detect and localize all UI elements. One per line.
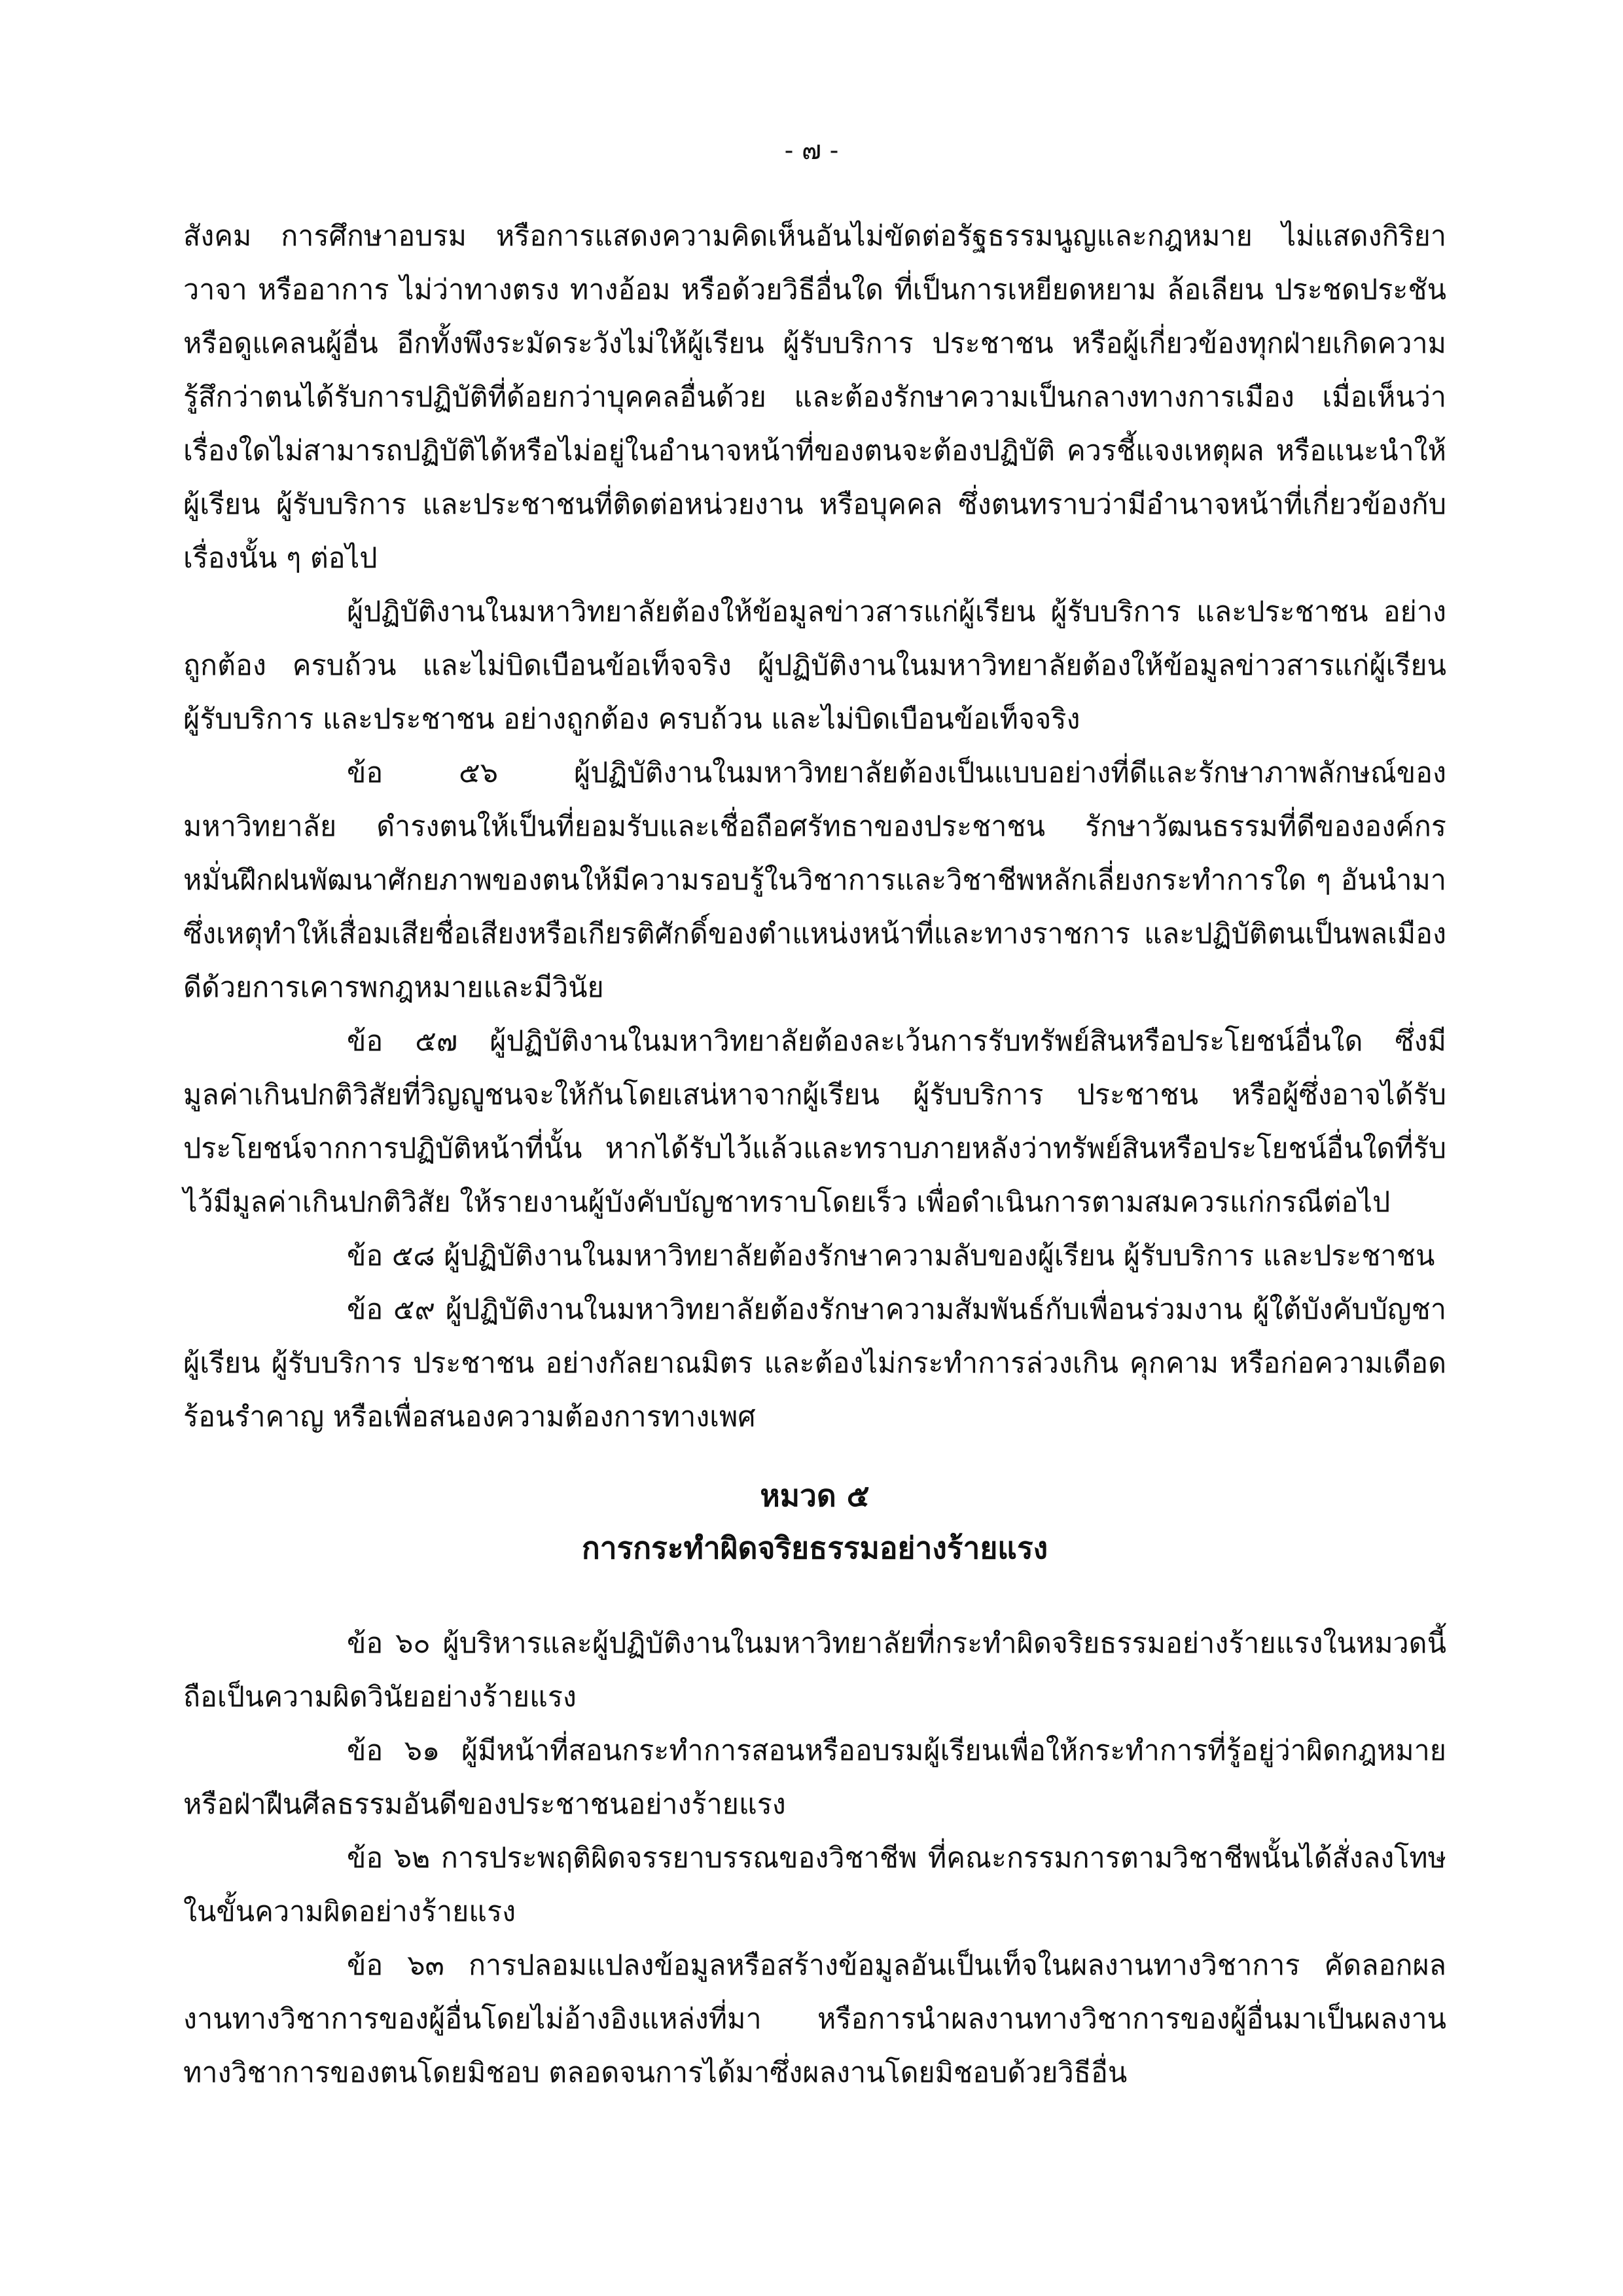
- body-section-lower: [183, 1617, 1446, 2100]
- clause-57: ข้อ ๕๗ ผู้ปฏิบัติงานในมหาวิทยาลัยต้องละเว้นการรับทรัพย์สินหรือประโยชน์อื่นใด ซึ่งมีมูลค่าเกินปกติวิสัยที่วิญญูชนจะให้กันโดยเสน่หาจากผู้เรียน ผู้รับบริการ ประชาชน หรือผู้ซึ่งอาจได้รับประโยชน์จากการปฏิบัติหน้าที่นั้น หากได้รับไว้แล้วและทราบภายหลังว่าทรัพย์สินหรือประโยชน์อื่นใดที่รับไว้มีมูลค่าเกินปกติวิสัย ให้รายงานผู้บังคับบัญชาทราบโดยเร็ว เพื่อดำเนินการตามสมควรแก่กรณีต่อไป: [183, 1025, 1446, 1219]
- information-paragraph: ผู้ปฏิบัติงานในมหาวิทยาลัยต้องให้ข้อมูลข่าวสารแก่ผู้เรียน ผู้รับบริการ และประชาชน อย่างถูกต้อง ครบถ้วน และไม่บิดเบือนข้อเท็จจริง ผู้ปฏิบัติงานในมหาวิทยาลัยต้องให้ข้อมูลข่าวสารแก่ผู้เรียน ผู้รับบริการ และประชาชน อย่างถูกต้อง ครบถ้วน และไม่บิดเบือนข้อเท็จจริง: [183, 596, 1446, 736]
- body-section-upper: [183, 209, 1446, 1444]
- page-number: - ๗ -: [784, 135, 839, 166]
- clause-59: ข้อ ๕๙ ผู้ปฏิบัติงานในมหาวิทยาลัยต้องรักษาความสัมพันธ์กับเพื่อนร่วมงาน ผู้ใต้บังคับบัญชา ผู้เรียน ผู้รับบริการ ประชาชน อย่างกัลยาณมิตร และต้องไม่กระทำการล่วงเกิน คุกคาม หรือก่อความเดือดร้อนรำคาญ หรือเพื่อสนองความต้องการทางเพศ: [183, 1293, 1446, 1433]
- chapter-title: การกระทำผิดจริยธรรมอย่างร้ายแรง: [581, 1530, 1048, 1566]
- continuation-paragraph: สังคม การศึกษาอบรม หรือการแสดงความคิดเห็นอันไม่ขัดต่อรัฐธรรมนูญและกฎหมาย ไม่แสดงกิริยา วาจา หรืออาการ ไม่ว่าทางตรง ทางอ้อม หรือด้วยวิธีอื่นใด ที่เป็นการเหยียดหยาม ล้อเลียน ประชดประชัน หรือดูแคลนผู้อื่น อีกทั้งพึงระมัดระวังไม่ให้ผู้เรียน ผู้รับบริการ ประชาชน หรือผู้เกี่ยวข้องทุกฝ่ายเกิดความรู้สึกว่าตนได้รับการปฏิบัติที่ด้อยกว่าบุคคลอื่นด้วย และต้องรักษาความเป็นกลางทางการเมือง เมื่อเห็นว่าเรื่องใดไม่สามารถปฏิบัติได้หรือไม่อยู่ในอำนาจหน้าที่ของตนจะต้องปฏิบัติ ควรชี้แจงเหตุผล หรือแนะนำให้ผู้เรียน ผู้รับบริการ และประชาชนที่ติดต่อหน่วยงาน หรือบุคคล ซึ่งตนทราบว่ามีอำนาจหน้าที่เกี่ยวข้องกับเรื่องนั้น ๆ ต่อไป: [183, 220, 1446, 575]
- chapter-heading: [183, 1469, 1446, 1574]
- clause-56: ข้อ ๕๖ ผู้ปฏิบัติงานในมหาวิทยาลัยต้องเป็นแบบอย่างที่ดีและรักษาภาพลักษณ์ของมหาวิทยาลัย ดำรงตนให้เป็นที่ยอมรับและเชื่อถือศรัทธาของประชาชน รักษาวัฒนธรรมที่ดีขององค์กร หมั่นฝึกฝนพัฒนาศักยภาพของตนให้มีความรอบรู้ในวิชาการและวิชาชีพหลักเลี่ยงกระทำการใด ๆ อันนำมาซึ่งเหตุทำให้เสื่อมเสียชื่อเสียงหรือเกียรติศักดิ์ของตำแหน่งหน้าที่และทางราชการ และปฏิบัติตนเป็นพลเมืองดีด้วยการเคารพกฎหมายและมีวินัย: [183, 757, 1446, 1004]
- clause-60: ข้อ ๖๐ ผู้บริหารและผู้ปฏิบัติงานในมหาวิทยาลัยที่กระทำผิดจริยธรรมอย่างร้ายแรงในหมวดนี้ ถือเป็นความผิดวินัยอย่างร้ายแรง: [183, 1627, 1446, 1713]
- clause-58: ข้อ ๕๘ ผู้ปฏิบัติงานในมหาวิทยาลัยต้องรักษาความลับของผู้เรียน ผู้รับบริการ และประชาชน: [347, 1240, 1435, 1272]
- clause-63: ข้อ ๖๓ การปลอมแปลงข้อมูลหรือสร้างข้อมูลอันเป็นเท็จในผลงานทางวิชาการ คัดลอกผลงานทางวิชาการของผู้อื่นโดยไม่อ้างอิงแหล่งที่มา หรือการนำผลงานทางวิชาการของผู้อื่นมาเป็นผลงานทางวิชาการของตนโดยมิชอบ ตลอดจนการได้มาซึ่งผลงานโดยมิชอบด้วยวิธีอื่น: [183, 1949, 1446, 2089]
- clause-62: ข้อ ๖๒ การประพฤติผิดจรรยาบรรณของวิชาชีพ ที่คณะกรรมการตามวิชาชีพนั้นได้สั่งลงโทษในขั้นความผิดอย่างร้ายแรง: [183, 1842, 1446, 1928]
- clause-61: ข้อ ๖๑ ผู้มีหน้าที่สอนกระทำการสอนหรืออบรมผู้เรียนเพื่อให้กระทำการที่รู้อยู่ว่าผิดกฎหมาย หรือฝ่าฝืนศีลธรรมอันดีของประชาชนอย่างร้ายแรง: [183, 1734, 1446, 1821]
- chapter-number: หมวด ๕: [760, 1478, 870, 1513]
